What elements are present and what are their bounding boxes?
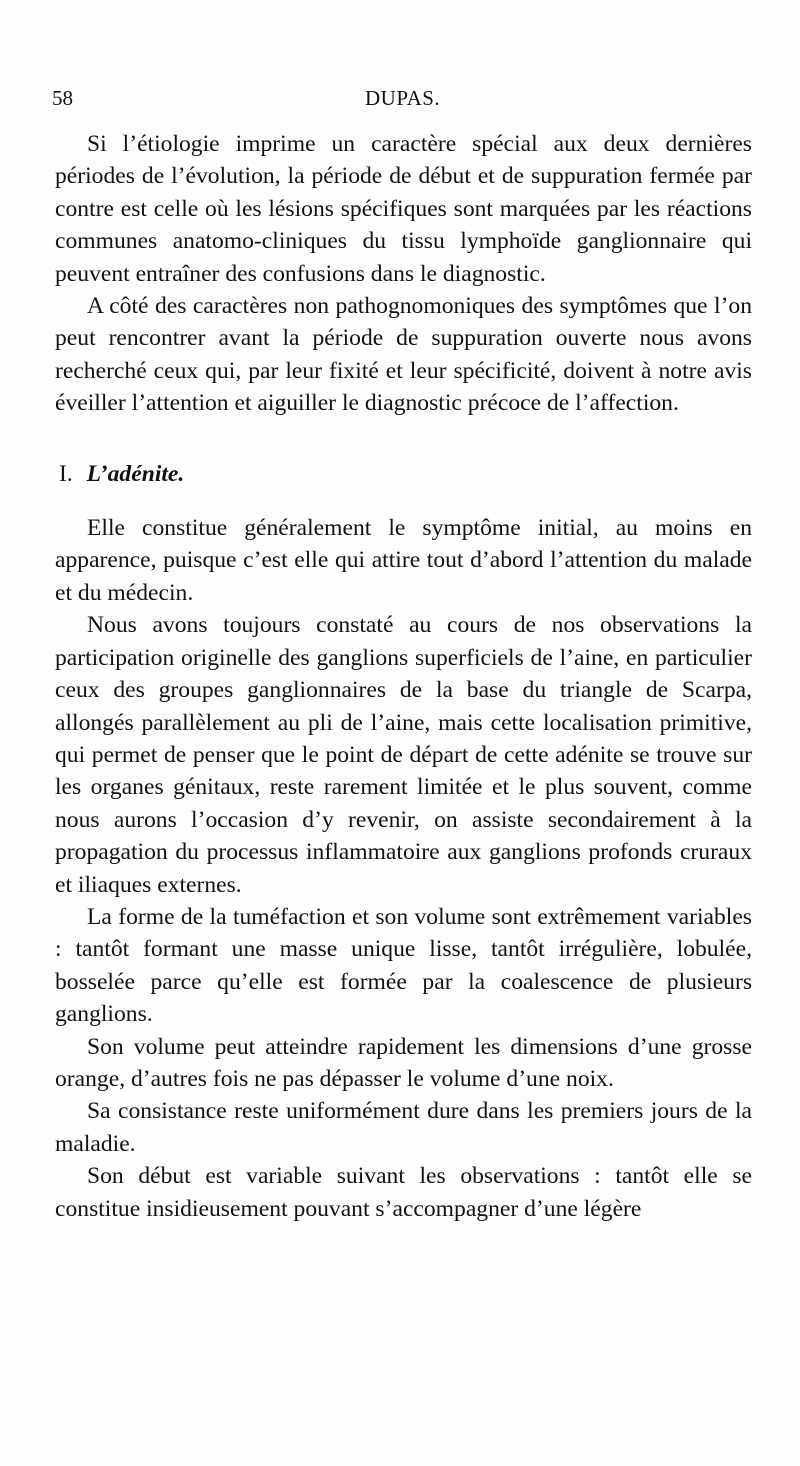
page-body (55, 128, 752, 1225)
section-number: I. (59, 460, 73, 487)
paragraph: A côté des caractères non pathognomoniques des symptômes que l’on peut rencontrer avant la période de suppuration ouverte nous avons recherché ceux qui, par leur fixité et leur spécificité, doivent à notre avis éveiller l’attention et aiguiller le diagnostic précoce de l’affection. (55, 293, 752, 417)
paragraph: Elle constitue généralement le symptôme initial, au moins en apparence, puisque c’est elle qui attire tout d’abord l’attention du malade et du médecin. (55, 515, 752, 606)
running-head: DUPAS. (365, 86, 441, 110)
paragraph: Son début est variable suivant les observations : tantôt elle se constitue insidieusement pouvant s’accompagner d’une légère (55, 1163, 752, 1222)
paragraph: Si l’étiologie imprime un caractère spécial aux deux dernières périodes de l’évolution, la période de début et de suppuration fermée par contre est celle où les lésions spécifiques sont marquées par les réactions communes anatomo-cliniques du tissu lymphoïde ganglionnaire qui peuvent entraîner des confusions dans le diagnostic. (55, 131, 752, 287)
page-header (52, 86, 752, 116)
paragraph: Sa consistance reste uniformément dure dans les premiers jours de la maladie. (55, 1098, 752, 1157)
paragraph: Son volume peut atteindre rapidement les dimensions d’une grosse orange, d’autres fois ne pas dépasser le volume d’une noix. (55, 1033, 752, 1092)
page-number: 58 (52, 86, 73, 110)
section-heading (55, 458, 752, 490)
paragraph: La forme de la tuméfaction et son volume sont extrêmement variables : tantôt formant une masse unique lisse, tantôt irrégulière, lobulée, bosselée parce qu’elle est formée par la coalescence de plusieurs ganglions. (55, 903, 752, 1028)
paragraph: Nous avons toujours constaté au cours de nos observations la participation originelle des ganglions superficiels de l’aine, en particulier ceux des groupes ganglionnaires de la base du triangle de Scarpa, allongés parallèlement au pli de l’aine, mais cette localisation primitive, qui permet de penser que le point de départ de cette adénite se trouve sur les organes génitaux, reste rarement limitée et le plus souvent, comme nous aurons l’occasion d’y revenir, on assiste secondairement à la propagation du processus inflammatoire aux ganglions profonds cruraux et iliaques externes. (55, 612, 752, 898)
section-title: L’adénite. (86, 460, 185, 487)
